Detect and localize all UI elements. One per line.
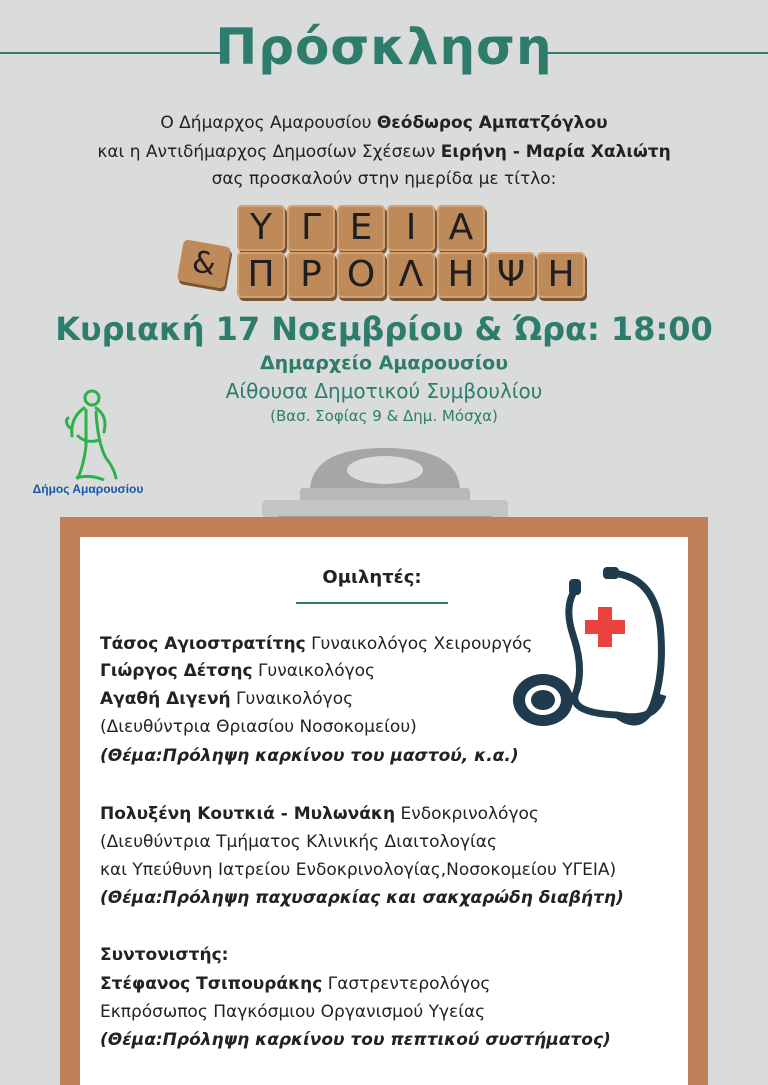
letter-tile: Ε <box>337 205 385 251</box>
intro-line-2 <box>0 139 768 165</box>
speakers-heading: Ομιλητές: <box>322 567 422 588</box>
topic-3: (Θέμα:Πρόληψη καρκίνου του πεπτικού συστήματος) <box>100 1030 611 1050</box>
letter-tile: Γ <box>287 205 335 251</box>
speaker-role: Γυναικολόγος Χειρουργός <box>305 634 533 654</box>
intro-text: και η Αντιδήμαρχος Δημοσίων Σχέσεων <box>97 142 441 162</box>
intro-line-1 <box>0 110 768 136</box>
speaker-3-note: (Διευθύντρια Θριασίου Νοσοκομείου) <box>100 717 417 737</box>
coordinator-label: Συντονιστής: <box>100 945 229 965</box>
speaker-role: Γυναικολόγος <box>252 661 376 681</box>
letter-tile: Ο <box>337 252 385 298</box>
intro-line-3: σας προσκαλούν στην ημερίδα με τίτλο: <box>211 169 557 189</box>
speaker-name: Αγαθή Διγενή <box>100 689 231 709</box>
letter-tile: Π <box>237 252 285 298</box>
letter-tile: Ρ <box>287 252 335 298</box>
page-title: Πρόσκληση <box>215 18 553 76</box>
speaker-name: Πολυξένη Κουτκιά - Μυλωνάκη <box>100 804 396 824</box>
speaker-2 <box>100 661 375 681</box>
letter-tile: Ι <box>387 205 435 251</box>
speaker-role: Γαστρεντερολόγος <box>322 974 491 994</box>
letter-tile: Ψ <box>487 252 535 298</box>
letter-tile: Υ <box>237 205 285 251</box>
topic-2: (Θέμα:Πρόληψη παχυσαρκίας και σακχαρώδη διαβήτη) <box>100 888 624 908</box>
stethoscope-icon <box>505 565 680 745</box>
deputy-mayor-name: Ειρήνη - Μαρία Χαλιώτη <box>440 142 671 162</box>
speakers-heading-rule <box>296 602 448 604</box>
intro-text: Ο Δήμαρχος Αμαρουσίου <box>160 113 377 133</box>
event-venue: Δημαρχείο Αμαρουσίου <box>259 352 509 374</box>
letter-tile: Λ <box>387 252 435 298</box>
speaker-4-note-2: και Υπεύθυνη Ιατρείου Ενδοκρινολογίας,Νοσοκομείου ΥΓΕΙΑ) <box>100 860 617 880</box>
event-address: (Βασ. Σοφίας 9 & Δημ. Μόσχα) <box>270 407 498 425</box>
speaker-5 <box>100 974 490 994</box>
speaker-4-note-1: (Διευθύντρια Τμήματος Κλινικής Διαιτολογίας <box>100 832 497 852</box>
letter-tile: Η <box>537 252 585 298</box>
speaker-role: Ενδοκρινολόγος <box>395 804 539 824</box>
speaker-name: Γιώργος Δέτσης <box>100 661 253 681</box>
logo-text: Δήμος Αμαρουσίου <box>32 482 144 496</box>
ampersand-tile: & <box>177 239 232 289</box>
letter-tile: Α <box>437 205 485 251</box>
speaker-role: Γυναικολόγος <box>230 689 354 709</box>
speaker-1 <box>100 634 532 654</box>
speaker-name: Στέφανος Τσιπουράκης <box>100 974 323 994</box>
topic-1: (Θέμα:Πρόληψη καρκίνου του μαστού, κ.α.) <box>100 746 519 766</box>
speaker-3 <box>100 689 353 709</box>
mayor-name: Θεόδωρος Αμπατζόγλου <box>376 113 608 133</box>
event-date-time: Κυριακή 17 Νοεμβρίου & Ώρα: 18:00 <box>55 310 713 348</box>
letter-tile: Η <box>437 252 485 298</box>
speaker-name: Τάσος Αγιοστρατίτης <box>100 634 306 654</box>
event-room: Αίθουσα Δημοτικού Συμβουλίου <box>225 379 543 403</box>
speaker-4 <box>100 804 539 824</box>
maroussi-logo-figure-icon <box>56 388 136 484</box>
speaker-5-note: Εκπρόσωπος Παγκόσμιου Οργανισμού Υγείας <box>100 1002 486 1022</box>
